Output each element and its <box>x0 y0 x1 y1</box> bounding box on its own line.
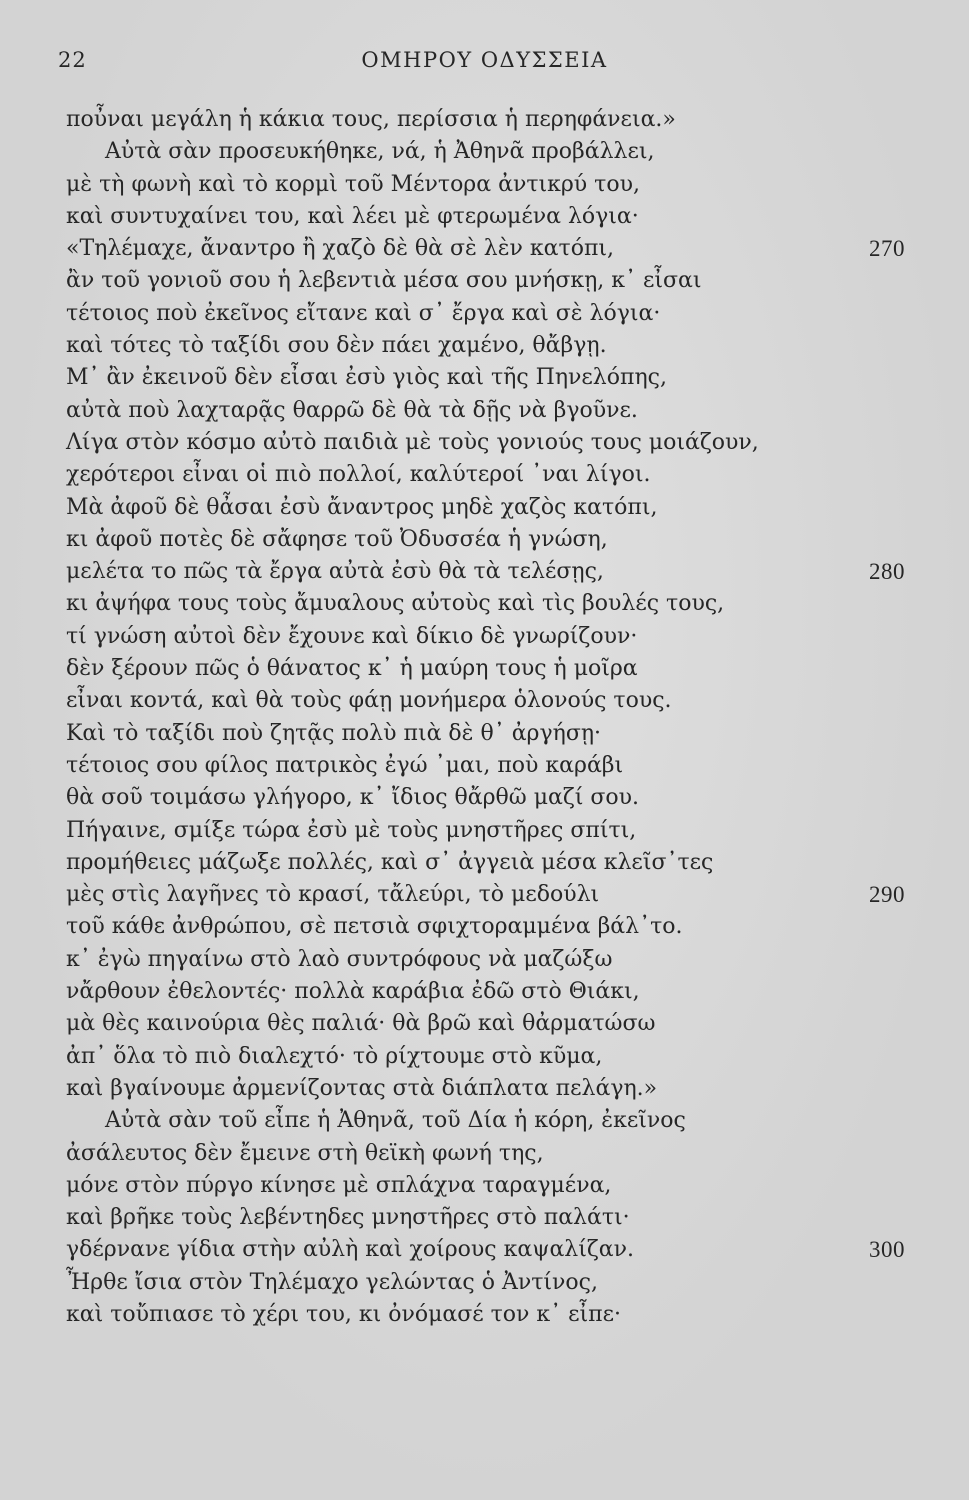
verse-line <box>0 233 969 265</box>
verse-line <box>0 362 969 394</box>
verse-line-text: κι ἀψήφα τους τοὺς ἄμυαλους αὐτοὺς καὶ τὶς βουλές τους, <box>66 591 725 617</box>
verse-line <box>0 1138 969 1170</box>
verse-line-text: δὲν ξέρουν πῶς ὁ θάνατος κ᾽ ἡ μαύρη τους ἡ μοῖρα <box>66 656 638 682</box>
verse-line-text: καὶ τότες τὸ ταξίδι σου δὲν πάει χαμένο, θἄβγῃ. <box>66 333 607 359</box>
verse-line-text: ποὖναι μεγάλη ἡ κάκια τους, περίσσια ἡ περηφάνεια.» <box>66 107 676 132</box>
line-number: 280 <box>869 559 905 585</box>
verse-line <box>0 1041 969 1073</box>
verse-line <box>0 298 969 330</box>
verse-line-text: ἀπ᾽ ὅλα τὸ πιὸ διαλεχτό· τὸ ρίχτουμε στὸ κῦμα, <box>66 1043 603 1069</box>
verse-line <box>0 104 969 136</box>
verse-line <box>0 1105 969 1137</box>
verse-line-text: Αὐτὰ σὰν τοῦ εἶπε ἡ Ἀθηνᾶ, τοῦ Δία ἡ κόρη, ἐκεῖνος <box>105 1108 686 1134</box>
verse-line-text: τέτοιος σου φίλος πατρικὸς ἐγώ ᾽μαι, ποὺ καράβι <box>66 752 624 778</box>
verse-line <box>0 976 969 1008</box>
verse-line-text: θὰ σοῦ τοιμάσω γλήγορο, κ᾽ ἴδιος θἄρθῶ μαζί σου. <box>66 785 640 811</box>
line-number: 270 <box>869 236 905 262</box>
verse-line-text: τέτοιος ποὺ ἐκεῖνος εἴτανε καὶ σ᾽ ἔργα καὶ σὲ λόγια· <box>66 300 661 326</box>
verse-line-text: Αὐτὰ σὰν προσευκήθηκε, νά, ἡ Ἀθηνᾶ προβάλλει, <box>105 139 655 165</box>
verse-line-text: τοῦ κάθε ἀνθρώπου, σὲ πετσιὰ σφιχτοραμμένα βάλ᾽το. <box>66 914 683 940</box>
verse-line <box>0 1267 969 1299</box>
verse-line <box>0 427 969 459</box>
verse-line-text: νἄρθουν ἐθελοντές· πολλὰ καράβια ἐδῶ στὸ Θιάκι, <box>66 979 640 1005</box>
verse-line <box>0 201 969 233</box>
verse-line-text: μὲς στὶς λαγῆνες τὸ κρασί, τἄλεύρι, τὸ μεδούλι <box>66 882 600 908</box>
verse-line-text: Ἦρθε ἴσια στὸν Τηλέμαχο γελώντας ὁ Ἀντίνος, <box>66 1269 598 1295</box>
verse-line <box>0 621 969 653</box>
verse-line-text: κ᾽ ἐγὼ πηγαίνω στὸ λαὸ συντρόφους νὰ μαζώξω <box>66 946 613 972</box>
verse-line-text: Πήγαινε, σμίξε τώρα ἐσὺ μὲ τοὺς μνηστῆρες σπίτι, <box>66 817 637 843</box>
verse-line-text: ἀσάλευτος δὲν ἔμεινε στὴ θεϊκὴ φωνή της, <box>66 1140 544 1166</box>
verse-line-text: κι ἀφοῦ ποτὲς δὲ σἄφησε τοῦ Ὀδυσσέα ἡ γνώση, <box>66 526 608 552</box>
verse-line-text: καὶ τοὔπιασε τὸ χέρι του, κι ὀνόμασέ τον κ᾽ εἶπε· <box>66 1301 622 1327</box>
verse-line-text: τί γνώση αὐτοὶ δὲν ἔχουνε καὶ δίκιο δὲ γνωρίζουν· <box>66 623 638 649</box>
verse-line-text: γδέρνανε γίδια στὴν αὐλὴ καὶ χοίρους καψαλίζαν. <box>66 1237 635 1263</box>
verse-line-text: Λίγα στὸν κόσμο αὐτὸ παιδιὰ μὲ τοὺς γονιούς τους μοιάζουν, <box>66 429 759 455</box>
verse-line-text: «Τηλέμαχε, ἄναντρο ἢ χαζὸ δὲ θὰ σὲ λὲν κατόπι, <box>66 236 615 262</box>
verse-line <box>0 1170 969 1202</box>
verse-line-text: ἂν τοῦ γονιοῦ σου ἡ λεβεντιὰ μέσα σου μνήσκῃ, κ᾽ εἶσαι <box>66 268 702 294</box>
verse-line-text: καὶ βρῆκε τοὺς λεβέντηδες μνηστῆρες στὸ παλάτι· <box>66 1205 630 1231</box>
verse-line <box>0 136 969 168</box>
verse-line <box>0 330 969 362</box>
verse-line <box>0 782 969 814</box>
verse-line-text: μὰ θὲς καινούρια θὲς παλιά· θὰ βρῶ καὶ θἀρματώσω <box>66 1011 656 1037</box>
page-header <box>0 48 969 84</box>
line-number: 300 <box>869 1237 905 1263</box>
verse-line <box>0 1299 969 1331</box>
verse-line <box>0 815 969 847</box>
verse-line <box>0 879 969 911</box>
verse-line <box>0 524 969 556</box>
verse-line <box>0 169 969 201</box>
verse-line <box>0 265 969 297</box>
verse-line <box>0 750 969 782</box>
verse-line <box>0 1202 969 1234</box>
verse-line-text: χερότεροι εἶναι οἱ πιὸ πολλοί, καλύτεροί ᾽ναι λίγοι. <box>66 462 651 488</box>
verse-line <box>0 556 969 588</box>
verse-line-text: αὐτὰ ποὺ λαχταρᾷς θαρρῶ δὲ θὰ τὰ δῇς νὰ βγοῦνε. <box>66 397 638 423</box>
verse-line-text: μελέτα το πῶς τὰ ἔργα αὐτὰ ἐσὺ θὰ τὰ τελέσῃς, <box>66 559 604 585</box>
running-title: ΟΜΗΡΟΥ ΟΔΥΣΣΕΙΑ <box>361 48 608 72</box>
verse-line-text: καὶ συντυχαίνει του, καὶ λέει μὲ φτερωμένα λόγια· <box>66 203 639 229</box>
verse-line <box>0 1234 969 1266</box>
verse-line <box>0 944 969 976</box>
verse-line-text: Μ᾽ ἂν ἐκεινοῦ δὲν εἶσαι ἐσὺ γιὸς καὶ τῆς Πηνελόπης, <box>66 365 667 391</box>
verse-line <box>0 395 969 427</box>
verse-line-text: εἶναι κοντά, καὶ θὰ τοὺς φάῃ μονήμερα ὁλονούς τους. <box>66 688 672 714</box>
verse-line <box>0 685 969 717</box>
verse-line <box>0 718 969 750</box>
verse-line <box>0 911 969 943</box>
verse-line-text: μὲ τὴ φωνὴ καὶ τὸ κορμὶ τοῦ Μέντορα ἀντικρύ του, <box>66 171 640 197</box>
verse-line-text: Μὰ ἀφοῦ δὲ θἆσαι ἐσὺ ἄναντρος μηδὲ χαζὸς κατόπι, <box>66 494 658 520</box>
verse-line <box>0 492 969 524</box>
verse-line-text: Καὶ τὸ ταξίδι ποὺ ζητᾷς πολὺ πιὰ δὲ θ᾽ ἀργήσῃ· <box>66 720 602 746</box>
verse-text <box>0 104 969 1331</box>
line-number: 290 <box>869 882 905 908</box>
page-number: 22 <box>58 48 87 72</box>
verse-line <box>0 653 969 685</box>
verse-line-text: μόνε στὸν πύργο κίνησε μὲ σπλάχνα ταραγμένα, <box>66 1172 612 1198</box>
verse-line <box>0 459 969 491</box>
verse-line <box>0 588 969 620</box>
verse-line-text: καὶ βγαίνουμε ἀρμενίζοντας στὰ διάπλατα πελάγη.» <box>66 1075 658 1101</box>
verse-line <box>0 1008 969 1040</box>
verse-line <box>0 847 969 879</box>
verse-line <box>0 1073 969 1105</box>
verse-line-text: προμήθειες μάζωξε πολλές, καὶ σ᾽ ἀγγειὰ μέσα κλεῖσ᾽τες <box>66 849 714 875</box>
